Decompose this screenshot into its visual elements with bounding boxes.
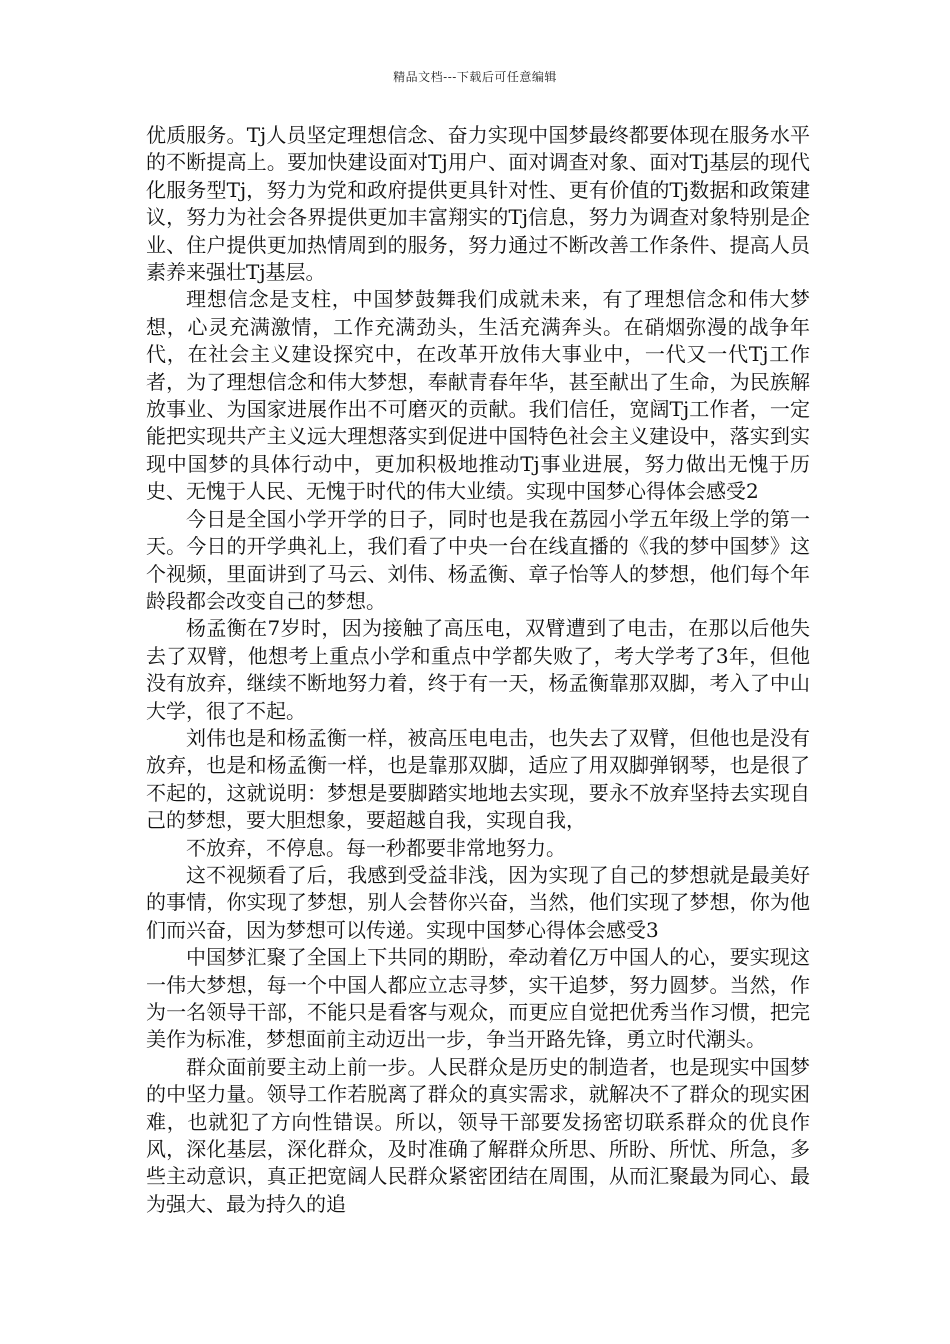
paragraph: 不放弃，不停息。每一秒都要非常地努力。	[186, 835, 566, 860]
paragraph: 今日是全国小学开学的日子，同时也是我在荔园小学五年级上学的第一天。今日的开学典礼上，我们看了中央一台在线直播的《我的梦中国梦》这个视频，里面讲到了马云、刘伟、杨孟衡、章子怡等人的梦想，他们每个年龄段都会改变自己的梦想。	[146, 506, 810, 613]
paragraph: 理想信念是支柱，中国梦鼓舞我们成就未来，有了理想信念和伟大梦想，心灵充满激情，工作充满劲头，生活充满奔头。在硝烟弥漫的战争年代，在社会主义建设探究中，在改革开放伟大事业中，一代又一代Tj工作者，为了理想信念和伟大梦想，奉献青春年华，甚至献出了生命，为民族解放事业、为国家进展作出不可磨灭的贡献。我们信任，宽阔Tj工作者，一定能把实现共产主义远大理想落实到促进中国特色社会主义建设中，落实到实现中国梦的具体行动中，更加积极地推动Tj事业进展，努力做出无愧于历史、无愧于人民、无愧于时代的伟大业绩。实现中国梦心得体会感受2	[146, 287, 810, 504]
paragraph: 中国梦汇聚了全国上下共同的期盼，牵动着亿万中国人的心，要实现这一伟大梦想，每一个中国人都应立志寻梦，实干追梦，努力圆梦。当然，作为一名领导干部，不能只是看客与观众，而更应自觉把优秀当作习惯，把完美作为标准，梦想面前主动迈出一步，争当开路先锋，勇立时代潮头。	[146, 945, 810, 1052]
paragraph: 杨孟衡在7岁时，因为接触了高压电，双臂遭到了电击，在那以后他失去了双臂，他想考上重点小学和重点中学都失败了，考大学考了3年，但他没有放弃，继续不断地努力着，终于有一天，杨孟衡靠那双脚，考入了中山大学，很了不起。	[146, 616, 810, 723]
paragraph: 这不视频看了后，我感到受益非浅，因为实现了自己的梦想就是最美好的事情，你实现了梦想，别人会替你兴奋，当然，他们实现了梦想，你为他们而兴奋，因为梦想可以传递。实现中国梦心得体会感受3	[146, 862, 810, 942]
document-body	[146, 122, 810, 1218]
paragraph: 优质服务。Tj人员坚定理想信念、奋力实现中国梦最终都要体现在服务水平的不断提高上。要加快建设面对Tj用户、面对调查对象、面对Tj基层的现代化服务型Tj，努力为党和政府提供更具针对性、更有价值的Tj数据和政策建议，努力为社会各界提供更加丰富翔实的Tj信息，努力为调查对象特别是企业、住户提供更加热情周到的服务，努力通过不断改善工作条件、提高人员素养来强壮Tj基层。	[146, 123, 810, 285]
page-header: 精品文档---下载后可任意编辑	[393, 70, 557, 84]
paragraph: 群众面前要主动上前一步。人民群众是历史的制造者，也是现实中国梦的中坚力量。领导工作若脱离了群众的真实需求，就解决不了群众的现实困难，也就犯了方向性错误。所以，领导干部要发扬密切联系群众的优良作风，深化基层，深化群众，及时准确了解群众所思、所盼、所忧、所急，多些主动意识，真正把宽阔人民群众紧密团结在周围，从而汇聚最为同心、最为强大、最为持久的追	[146, 1054, 810, 1216]
paragraph: 刘伟也是和杨孟衡一样，被高压电电击，也失去了双臂，但他也是没有放弃，也是和杨孟衡一样，也是靠那双脚，适应了用双脚弹钢琴，也是很了不起的，这就说明：梦想是要脚踏实地地去实现，要永不放弃坚持去实现自己的梦想，要大胆想象，要超越自我，实现自我，	[146, 725, 810, 833]
